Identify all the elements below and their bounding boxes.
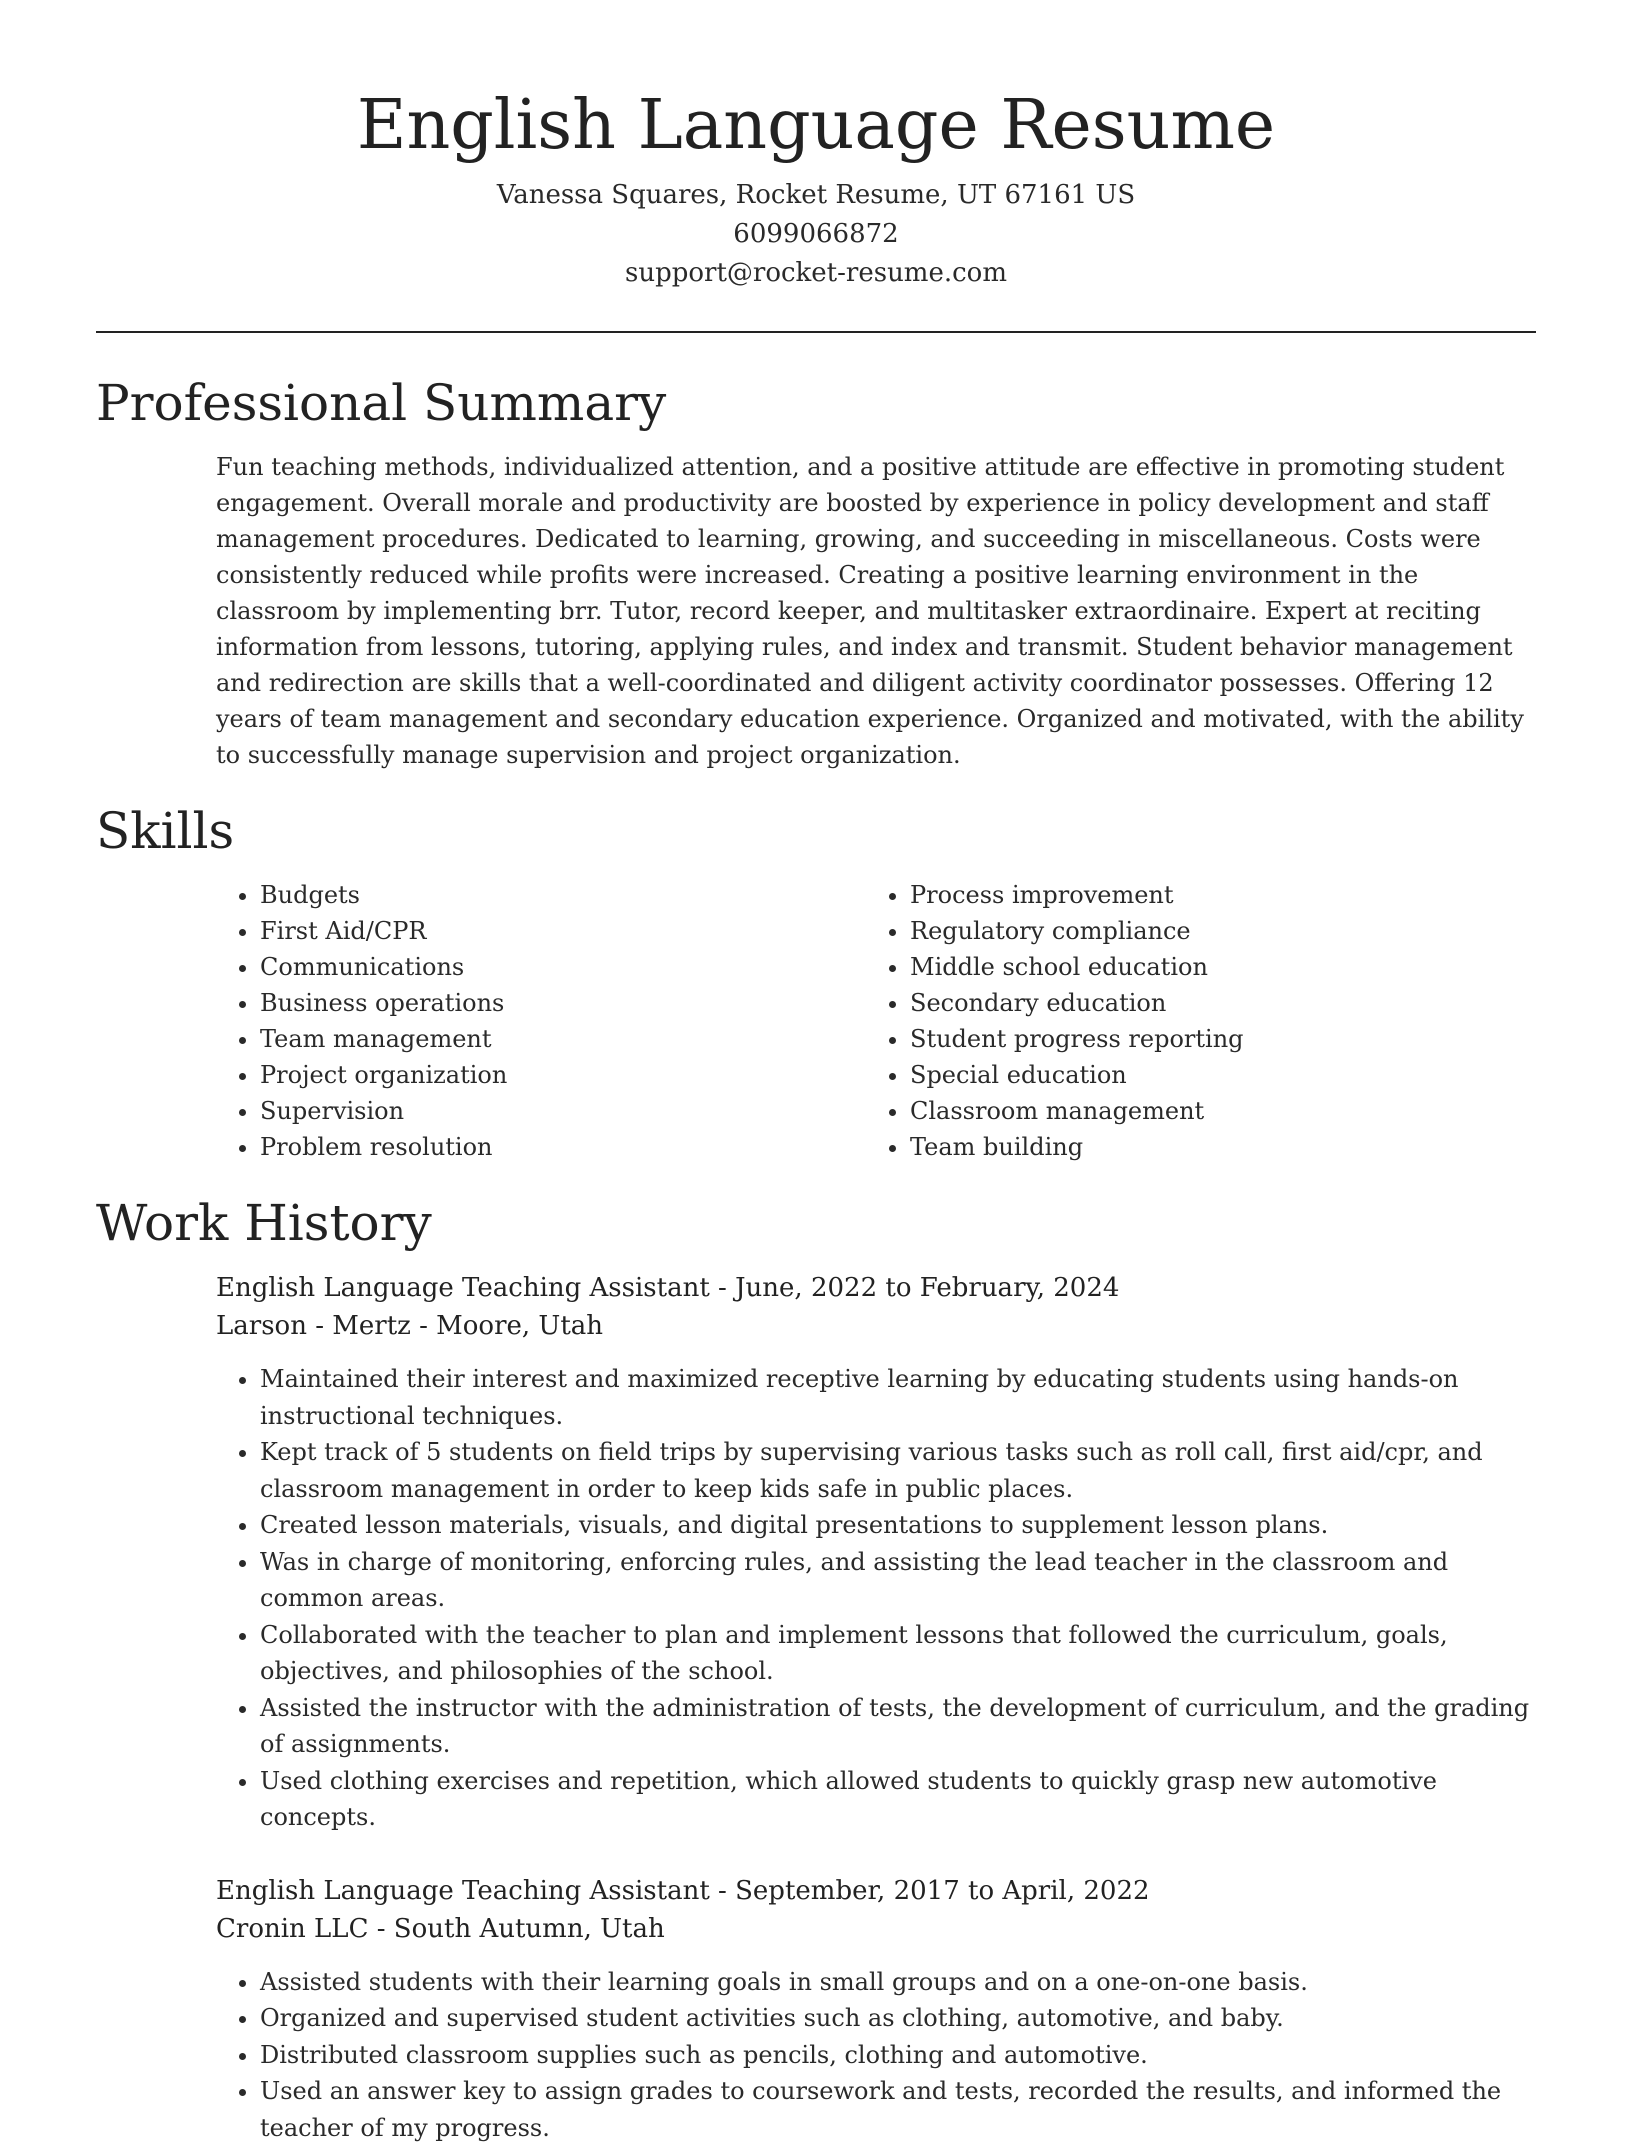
section-title-work-history: Work History: [96, 1193, 1536, 1253]
skill-item: • Business operations: [260, 985, 866, 1021]
job-bullet: • Kept track of 5 students on field trips by supervising various tasks such as roll call, first aid/cpr, and classroom management in order to keep kids safe in public places.: [260, 1434, 1536, 1507]
job-bullet: • Was in charge of monitoring, enforcing rules, and assisting the lead teacher in the classroom and common areas.: [260, 1544, 1536, 1617]
skills-list-left: [216, 877, 866, 1165]
job-bullet: • Collaborated with the teacher to plan and implement lessons that followed the curriculum, goals, objectives, and philosophies of the school.: [260, 1617, 1536, 1690]
job-bullet: • Used an answer key to assign grades to coursework and tests, recorded the results, and informed the teacher of my progress.: [260, 2073, 1536, 2146]
email: support@rocket-resume.com: [96, 254, 1536, 293]
skill-item: • Special education: [910, 1057, 1516, 1093]
phone: 6099066872: [96, 215, 1536, 254]
job-bullet: • Distributed classroom supplies such as pencils, clothing and automotive.: [260, 2037, 1536, 2074]
skill-item: • Team management: [260, 1021, 866, 1057]
skill-item: • Budgets: [260, 877, 866, 913]
skill-item: • Process improvement: [910, 877, 1516, 913]
resume-page: [96, 0, 1536, 2146]
skill-item: • Classroom management: [910, 1093, 1516, 1129]
resume-header: [96, 0, 1536, 293]
job-dates: - June, 2022 to February, 2024: [710, 1273, 1120, 1303]
job-entry: [216, 1269, 1536, 1836]
summary-text: Fun teaching methods, individualized attention, and a positive attitude are effective in promoting student engagement. Overall morale and productivity are boosted by experience in policy development and staff management procedures. Dedicated to learning, growing, and succeeding in miscellaneous. Costs were consistently reduced while profits were increased. Creating a positive learning environment in the classroom by implementing brr. Tutor, record keeper, and multitasker extraordinaire. Expert at reciting information from lessons, tutoring, applying rules, and index and transmit. Student behavior management and redirection are skills that a well-coordinated and diligent activity coordinator possesses. Offering 12 years of team management and secondary education experience. Organized and motivated, with the ability to successfully manage supervision and project organization.: [216, 449, 1536, 773]
job-bullets: [216, 1964, 1536, 2146]
skill-item: • Regulatory compliance: [910, 913, 1516, 949]
skill-item: • Problem resolution: [260, 1129, 866, 1165]
skill-item: • Project organization: [260, 1057, 866, 1093]
contact-info: [96, 176, 1536, 293]
job-company: Cronin LLC - South Autumn, Utah: [216, 1910, 1536, 1948]
job-bullet: • Assisted students with their learning goals in small groups and on a one-on-one basis.: [260, 1964, 1536, 2001]
address: Vanessa Squares, Rocket Resume, UT 67161 US: [96, 176, 1536, 215]
skill-item: • Middle school education: [910, 949, 1516, 985]
skill-item: • Student progress reporting: [910, 1021, 1516, 1057]
skill-item: • Supervision: [260, 1093, 866, 1129]
job-entry: [216, 1872, 1536, 2146]
skill-item: • First Aid/CPR: [260, 913, 866, 949]
job-title-line: [216, 1872, 1536, 1910]
job-bullet: • Maintained their interest and maximized receptive learning by educating students using hands-on instructional techniques.: [260, 1361, 1536, 1434]
skills-section: [96, 801, 1536, 1165]
job-company: Larson - Mertz - Moore, Utah: [216, 1307, 1536, 1345]
skills-grid: [216, 877, 1536, 1165]
skill-item: • Team building: [910, 1129, 1516, 1165]
skill-item: • Communications: [260, 949, 866, 985]
job-bullet: • Organized and supervised student activities such as clothing, automotive, and baby.: [260, 2000, 1536, 2037]
job-title-line: [216, 1269, 1536, 1307]
professional-summary-section: [96, 373, 1536, 773]
job-bullet: • Created lesson materials, visuals, and digital presentations to supplement lesson plans.: [260, 1507, 1536, 1544]
job-role: English Language Teaching Assistant: [216, 1273, 710, 1303]
header-divider: [96, 331, 1536, 333]
section-title-summary: Professional Summary: [96, 373, 1536, 433]
job-role: English Language Teaching Assistant: [216, 1876, 710, 1906]
section-title-skills: Skills: [96, 801, 1536, 861]
job-bullet: • Used clothing exercises and repetition, which allowed students to quickly grasp new automotive concepts.: [260, 1763, 1536, 1836]
resume-name: English Language Resume: [96, 84, 1536, 168]
skills-list-right: [866, 877, 1516, 1165]
work-history-section: [96, 1193, 1536, 2146]
skill-item: • Secondary education: [910, 985, 1516, 1021]
job-bullet: • Assisted the instructor with the administration of tests, the development of curriculum, and the grading of assignments.: [260, 1690, 1536, 1763]
job-dates: - September, 2017 to April, 2022: [710, 1876, 1150, 1906]
job-bullets: [216, 1361, 1536, 1836]
